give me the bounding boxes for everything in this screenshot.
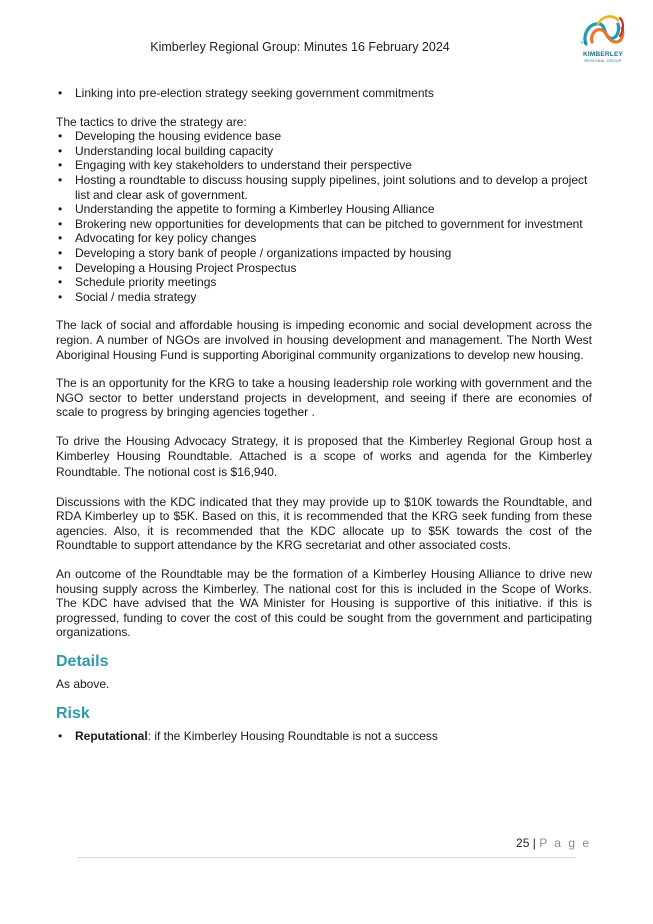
list-item: • Engaging with key stakeholders to understand their perspective [56, 158, 592, 173]
list-item: • Developing a story bank of people / organizations impacted by housing [56, 246, 592, 261]
document-body [56, 86, 592, 743]
details-heading: Details [56, 653, 109, 670]
logo-subtitle: REGIONAL GROUP [584, 59, 622, 63]
top-bullet-list [56, 86, 592, 101]
risk-text: : if the Kimberley Housing Roundtable is not a success [147, 728, 438, 743]
page-separator: | [529, 836, 540, 850]
page-number: 25 [516, 836, 530, 850]
paragraph: An outcome of the Roundtable may be the formation of a Kimberley Housing Alliance to drive new housing supply across the Kimberley. The national cost for this is included in the Scope of Works. The KDC have advised that the WA Minister for Housing is supportive of this initiative. if this is progressed, funding to cover the cost of this could be sought from the government and participating organizations. [56, 567, 592, 640]
page-word: P a g e [539, 836, 591, 850]
paragraph: The is an opportunity for the KRG to take a housing leadership role working with government and the NGO sector to better understand projects in development, and seeing if there are economies of scale to progress by bringing agencies together . [56, 376, 592, 420]
list-item: • Understanding local building capacity [56, 144, 592, 159]
details-text: As above. [56, 677, 110, 691]
list-item: • Schedule priority meetings [56, 275, 592, 290]
paragraph: Discussions with the KDC indicated that they may provide up to $10K towards the Roundtable, and RDA Kimberley up to $5K. Based on this, it is recommended that the KRG seek funding from these agencies. Also, it is recommended that the KDC allocate up to $5K towards the cost of the Roundtable to support attendance by the KRG secretariat and other associated costs. [56, 494, 592, 553]
logo-name: KIMBERLEY [582, 51, 624, 58]
risk-list [56, 729, 592, 744]
kimberley-logo-mark-icon [576, 10, 630, 52]
page-number-footer [516, 836, 591, 850]
list-item: • Understanding the appetite to forming a Kimberley Housing Alliance [56, 202, 592, 217]
tactics-intro: The tactics to drive the strategy are: [56, 114, 247, 129]
list-item [56, 729, 592, 744]
list-item: • Linking into pre-election strategy seeking government commitments [56, 86, 592, 101]
list-item: • Brokering new opportunities for developments that can be pitched to government for investment [56, 217, 592, 232]
page-header-title: Kimberley Regional Group: Minutes 16 February 2024 [150, 40, 450, 54]
list-item: • Hosting a roundtable to discuss housing supply pipelines, joint solutions and to develop a project list and clear ask of government. [56, 173, 592, 202]
kimberley-logo [576, 10, 630, 66]
list-item: • Social / media strategy [56, 290, 592, 305]
list-item: • Developing the housing evidence base [56, 129, 592, 144]
tactics-list [56, 129, 592, 304]
paragraph: To drive the Housing Advocacy Strategy, it is proposed that the Kimberley Regional Group host a Kimberley Housing Roundtable. Attached is a scope of works and agenda for the Kimberley Roundtable. The notional cost is $16,940. [56, 433, 592, 480]
list-item: • Developing a Housing Project Prospectus [56, 261, 592, 276]
paragraph: The lack of social and affordable housing is impeding economic and social development across the region. A number of NGOs are involved in housing development and management. The North West Aboriginal Housing Fund is supporting Aboriginal community organizations to develop new housing. [56, 318, 592, 362]
logo-small-text: THE [580, 41, 588, 45]
risk-label: Reputational [75, 728, 148, 743]
risk-heading: Risk [56, 704, 90, 722]
list-item: • Advocating for key policy changes [56, 231, 592, 246]
footer-divider [78, 857, 576, 858]
